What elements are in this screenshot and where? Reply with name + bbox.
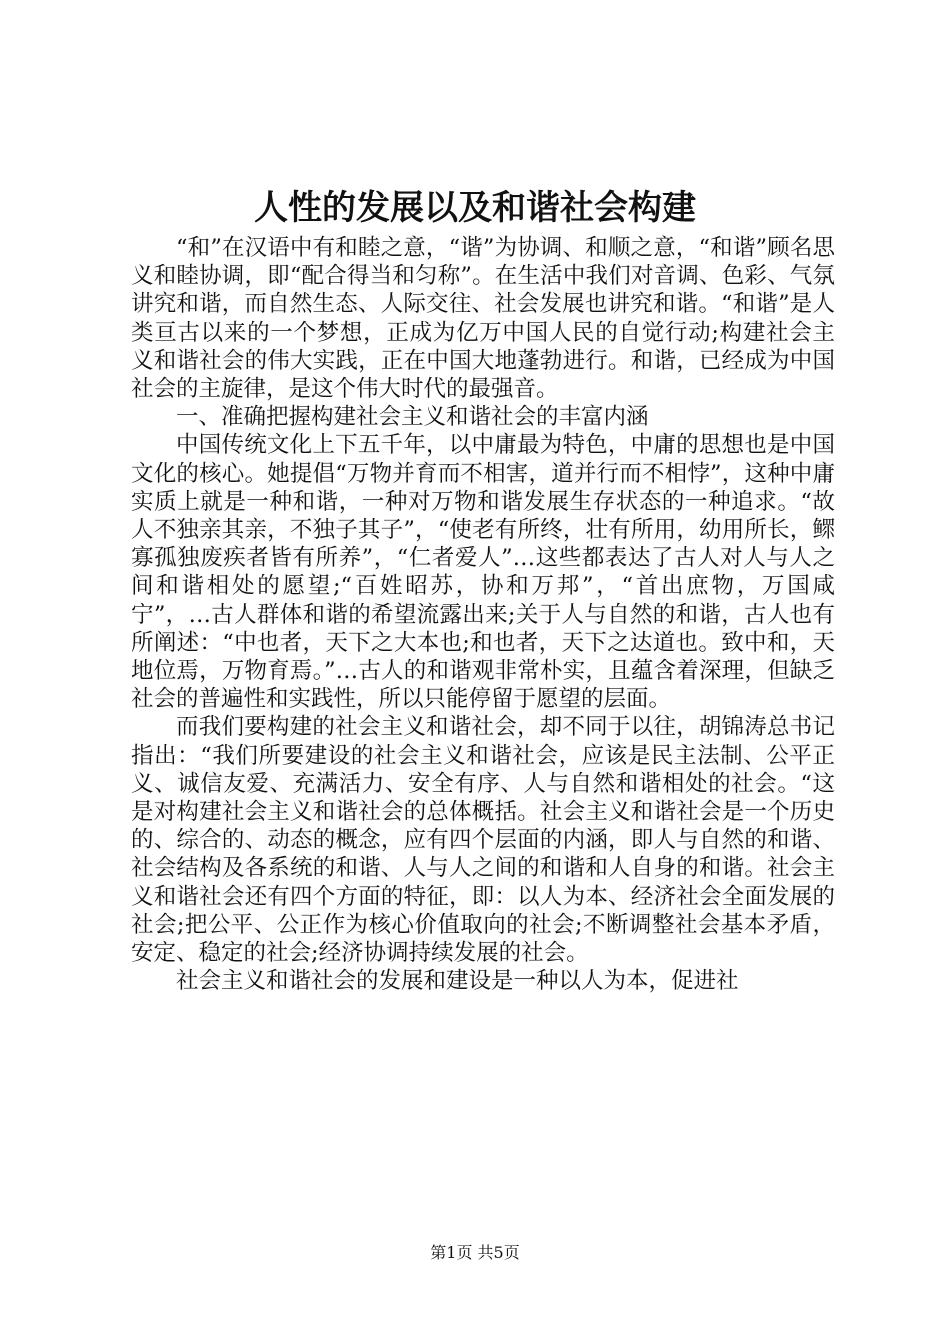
page-footer: 第1页 共5页 (430, 1243, 520, 1262)
paragraph-socialist-harmony: 而我们要构建的社会主义和谐社会，却不同于以往，胡锦涛总书记指出：“我们所要建设的社会主义和谐社会，应该是民主法制、公平正义、诚信友爱、充满活力、安全有序、人与自然和谐相处的社会。“这是对构建社会主义和谐社会的总体概括。社会主义和谐社会是一个历史的、综合的、动态的概念，应有四个层面的内涵，即人与自然的和谐、社会结构及各系统的和谐、人与人之间的和谐和人自身的和谐。社会主义和谐社会还有四个方面的特征，即：以人为本、经济社会全面发展的社会;把公平、公正作为核心价值取向的社会;不断调整社会基本矛盾，安定、稳定的社会;经济协调持续发展的社会。 (131, 714, 835, 967)
paragraph-continuation: 社会主义和谐社会的发展和建设是一种以人为本，促进社 (176, 968, 739, 995)
document-body (131, 234, 835, 995)
paragraph-tradition: 中国传统文化上下五千年，以中庸最为特色，中庸的思想也是中国文化的核心。她提倡“万物并育而不相害，道并行而不相悖”，这种中庸实质上就是一种和谐，一种对万物和谐发展生存状态的一种追求。“故人不独亲其亲，不独子其子”，“使老有所终，壮有所用，幼用所长，鳏寡孤独废疾者皆有所养”，“仁者爱人”…这些都表达了古人对人与人之间和谐相处的愿望;“百姓昭苏，协和万邦”，“首出庶物，万国咸宁”，…古人群体和谐的希望流露出来;关于人与自然的和谐，古人也有所阐述：“中也者，天下之大本也;和也者，天下之达道也。致中和，天地位焉，万物育焉。”…古人的和谐观非常朴实，且蕴含着深理，但缺乏社会的普遍性和实践性，所以只能停留于愿望的层面。 (131, 432, 835, 713)
document-title: 人性的发展以及和谐社会构建 (254, 188, 696, 228)
section-heading: 一、准确把握构建社会主义和谐社会的丰富内涵 (176, 404, 649, 431)
paragraph-intro: “和”在汉语中有和睦之意，“谐”为协调、和顺之意，“和谐”顾名思义和睦协调，即“配合得当和匀称”。在生活中我们对音调、色彩、气氛讲究和谐，而自然生态、人际交往、社会发展也讲究和谐。“和谐”是人类亘古以来的一个梦想，正成为亿万中国人民的自觉行动;构建社会主义和谐社会的伟大实践，正在中国大地蓬勃进行。和谐，已经成为中国社会的主旋律，是这个伟大时代的最强音。 (131, 235, 835, 403)
